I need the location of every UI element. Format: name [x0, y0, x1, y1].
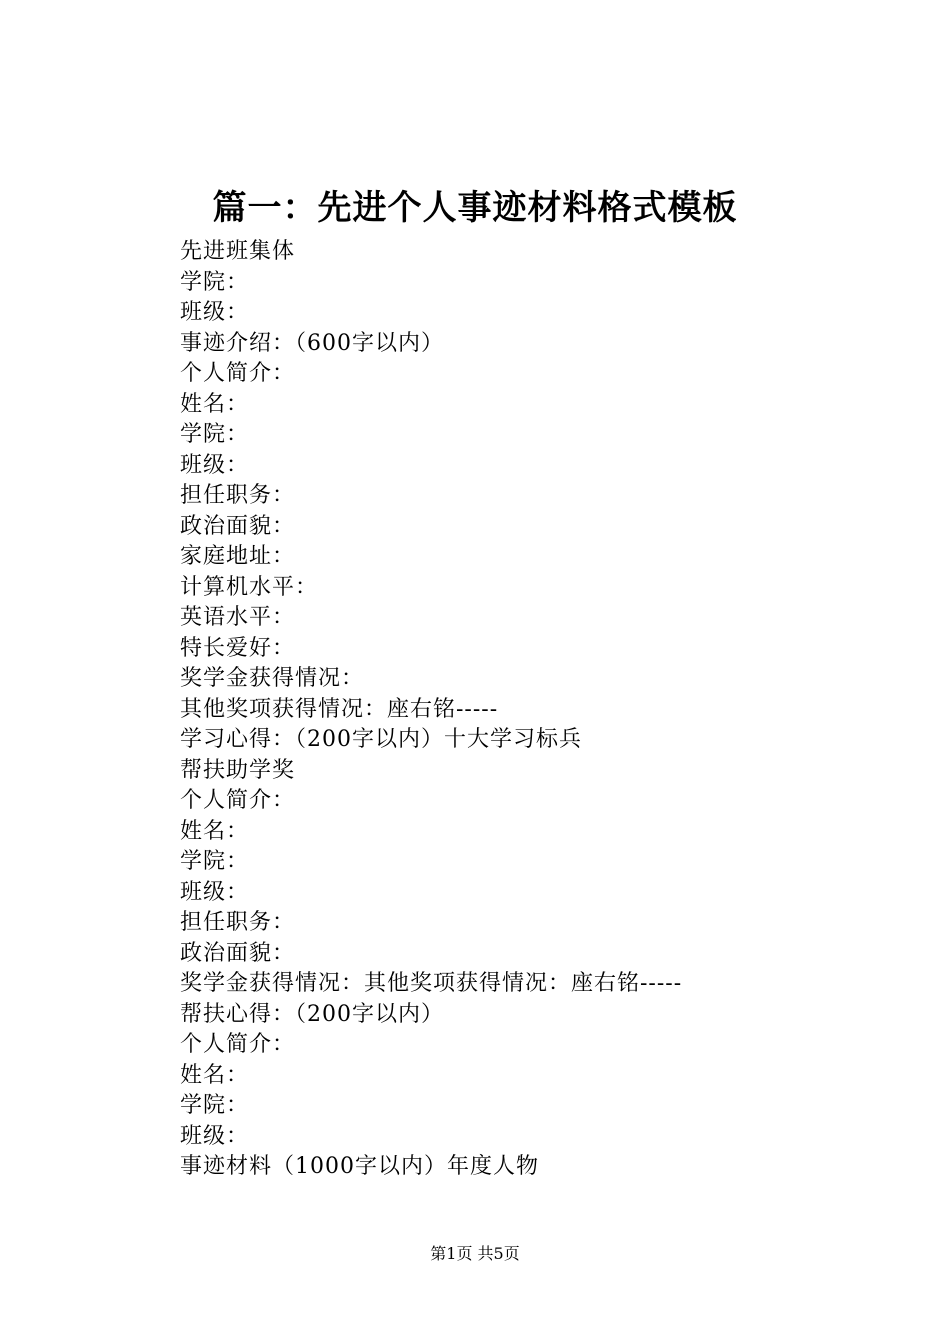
text-line: 班级： — [180, 1123, 250, 1149]
text-line: 个人简介： — [180, 1032, 296, 1057]
text-line: 家庭地址： — [180, 544, 296, 569]
text-line: 担任职务： — [180, 483, 296, 508]
page-number-footer: 第1页 共5页 — [430, 1244, 520, 1263]
text-line: 班级： — [180, 300, 250, 325]
text-line: 奖学金获得情况： — [180, 666, 365, 691]
text-line: 学院： — [180, 1093, 250, 1118]
text-line: 奖学金获得情况：其他奖项获得情况：座右铭----- — [180, 971, 683, 996]
text-line: 英语水平： — [180, 605, 296, 630]
text-line: 特长爱好： — [180, 635, 296, 661]
text-line: 其他奖项获得情况：座右铭----- — [180, 696, 499, 722]
text-line: 姓名： — [180, 1062, 250, 1088]
text-line: 个人简介： — [180, 788, 296, 813]
text-line: 班级： — [180, 452, 250, 478]
document-title: 篇一：先进个人事迹材料格式模板 — [212, 188, 738, 228]
text-line: 事迹介绍：（600字以内） — [180, 330, 444, 356]
text-line: 姓名： — [180, 391, 250, 417]
text-line: 个人简介： — [180, 361, 296, 386]
text-line: 学院： — [180, 849, 250, 874]
document-body — [180, 237, 900, 1183]
text-line: 班级： — [180, 879, 250, 905]
text-line: 帮扶心得：（200字以内） — [180, 1001, 444, 1027]
text-line: 帮扶助学奖 — [180, 757, 296, 783]
text-line: 政治面貌： — [180, 513, 296, 539]
text-line: 政治面貌： — [180, 940, 296, 966]
text-line: 计算机水平： — [180, 574, 319, 600]
text-line: 担任职务： — [180, 910, 296, 935]
text-line: 学习心得：（200字以内）十大学习标兵 — [180, 727, 582, 752]
text-line: 事迹材料（1000字以内）年度人物 — [180, 1154, 539, 1179]
text-line: 姓名： — [180, 818, 250, 844]
text-line: 先进班集体 — [180, 239, 296, 264]
text-line: 学院： — [180, 269, 250, 295]
text-line: 学院： — [180, 422, 250, 447]
